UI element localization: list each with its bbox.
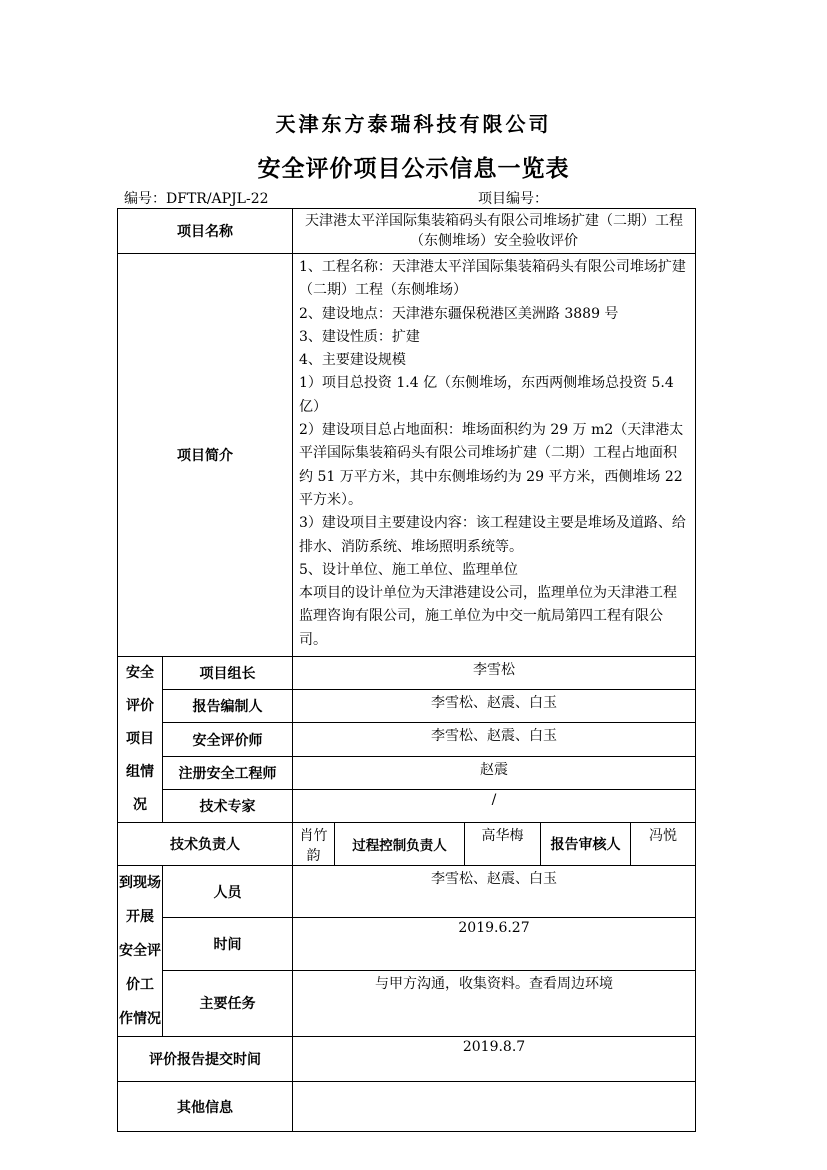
intro-line: 3）建设项目主要建设内容：该工程建设主要是堆场及道路、给排水、消防系统、堆场照明系统等。 xyxy=(299,515,686,555)
site-work-label: 到现场开展 安全评价工 作情况 xyxy=(118,866,163,1037)
table-row xyxy=(118,823,696,866)
report-author-value: 李雪松、赵震、白玉 xyxy=(293,690,696,723)
table-row xyxy=(118,209,696,254)
table-row xyxy=(118,254,696,657)
project-name-label: 项目名称 xyxy=(118,209,293,254)
report-submit-label: 评价报告提交时间 xyxy=(118,1037,293,1082)
intro-line: 5、设计单位、施工单位、监理单位 xyxy=(299,561,518,578)
company-name: 天津东方泰瑞科技有限公司 xyxy=(275,112,552,136)
team-section-label: 安全 评价 项目 组情 况 xyxy=(118,657,163,823)
tech-lead-label: 技术负责人 xyxy=(118,823,293,866)
main-task-label: 主要任务 xyxy=(163,970,293,1037)
tech-expert-value: / xyxy=(293,789,696,822)
table-row xyxy=(118,1082,696,1132)
table-row xyxy=(118,690,696,723)
site-time-label: 时间 xyxy=(163,918,293,970)
site-time-value: 2019.6.27 xyxy=(293,918,696,970)
table-row xyxy=(118,918,696,970)
safety-assessor-value: 李雪松、赵震、白玉 xyxy=(293,723,696,756)
table-row xyxy=(118,866,696,918)
intro-line: 本项目的设计单位为天津港建设公司，监理单位为天津港工程监理咨询有限公司，施工单位为中交一航局第四工程有限公司。 xyxy=(299,585,677,648)
report-reviewer-label: 报告审核人 xyxy=(541,823,631,866)
project-intro-label: 项目简介 xyxy=(118,254,293,657)
registered-engineer-label: 注册安全工程师 xyxy=(163,756,293,789)
intro-line: 1、工程名称：天津港太平洋国际集装箱码头有限公司堆场扩建（二期）工程（东侧堆场） xyxy=(299,259,686,299)
tech-expert-label: 技术专家 xyxy=(163,789,293,822)
intro-line: 2、建设地点：天津港东疆保税港区美洲路 3889 号 xyxy=(299,305,619,322)
other-info-value xyxy=(293,1082,696,1132)
project-intro-text xyxy=(293,254,696,657)
intro-line: 1）项目总投资 1.4 亿（东侧堆场，东西两侧堆场总投资 5.4 亿） xyxy=(299,375,674,415)
registered-engineer-value: 赵震 xyxy=(293,756,696,789)
document-code: 编号：DFTR/APJL-22 xyxy=(124,191,269,207)
table-row xyxy=(118,1037,696,1082)
intro-line: 2）建设项目总占地面积：堆场面积约为 29 万 m2（天津港太平洋国际集装箱码头有限公司堆场扩建（二期）工程占地面积约 51 万平方米，其中东侧堆场约为 29 平方米，西侧堆场 22 平方米）。 xyxy=(299,422,684,508)
document-title: 安全评价项目公示信息一览表 xyxy=(257,156,570,182)
site-personnel-label: 人员 xyxy=(163,866,293,918)
report-author-label: 报告编制人 xyxy=(163,690,293,723)
table-row xyxy=(118,789,696,822)
process-control-value: 高华梅 xyxy=(465,823,541,866)
table-row xyxy=(118,756,696,789)
site-personnel-value: 李雪松、赵震、白玉 xyxy=(293,866,696,918)
other-info-label: 其他信息 xyxy=(118,1082,293,1132)
report-reviewer-value: 冯悦 xyxy=(631,823,696,866)
info-table xyxy=(117,208,696,1132)
tech-lead-value: 肖竹韵 xyxy=(293,823,335,866)
table-row xyxy=(118,723,696,756)
intro-line: 4、主要建设规模 xyxy=(299,352,406,369)
safety-assessor-label: 安全评价师 xyxy=(163,723,293,756)
team-leader-label: 项目组长 xyxy=(163,657,293,690)
table-row xyxy=(118,970,696,1037)
intro-line: 3、建设性质：扩建 xyxy=(299,328,420,345)
project-number-label: 项目编号： xyxy=(478,191,548,207)
project-name-value: 天津港太平洋国际集装箱码头有限公司堆场扩建（二期）工程（东侧堆场）安全验收评价 xyxy=(293,209,696,254)
main-task-value: 与甲方沟通，收集资料。查看周边环境 xyxy=(293,970,696,1037)
team-leader-value: 李雪松 xyxy=(293,657,696,690)
report-submit-value: 2019.8.7 xyxy=(293,1037,696,1082)
table-row xyxy=(118,657,696,690)
process-control-label: 过程控制负责人 xyxy=(335,823,465,866)
